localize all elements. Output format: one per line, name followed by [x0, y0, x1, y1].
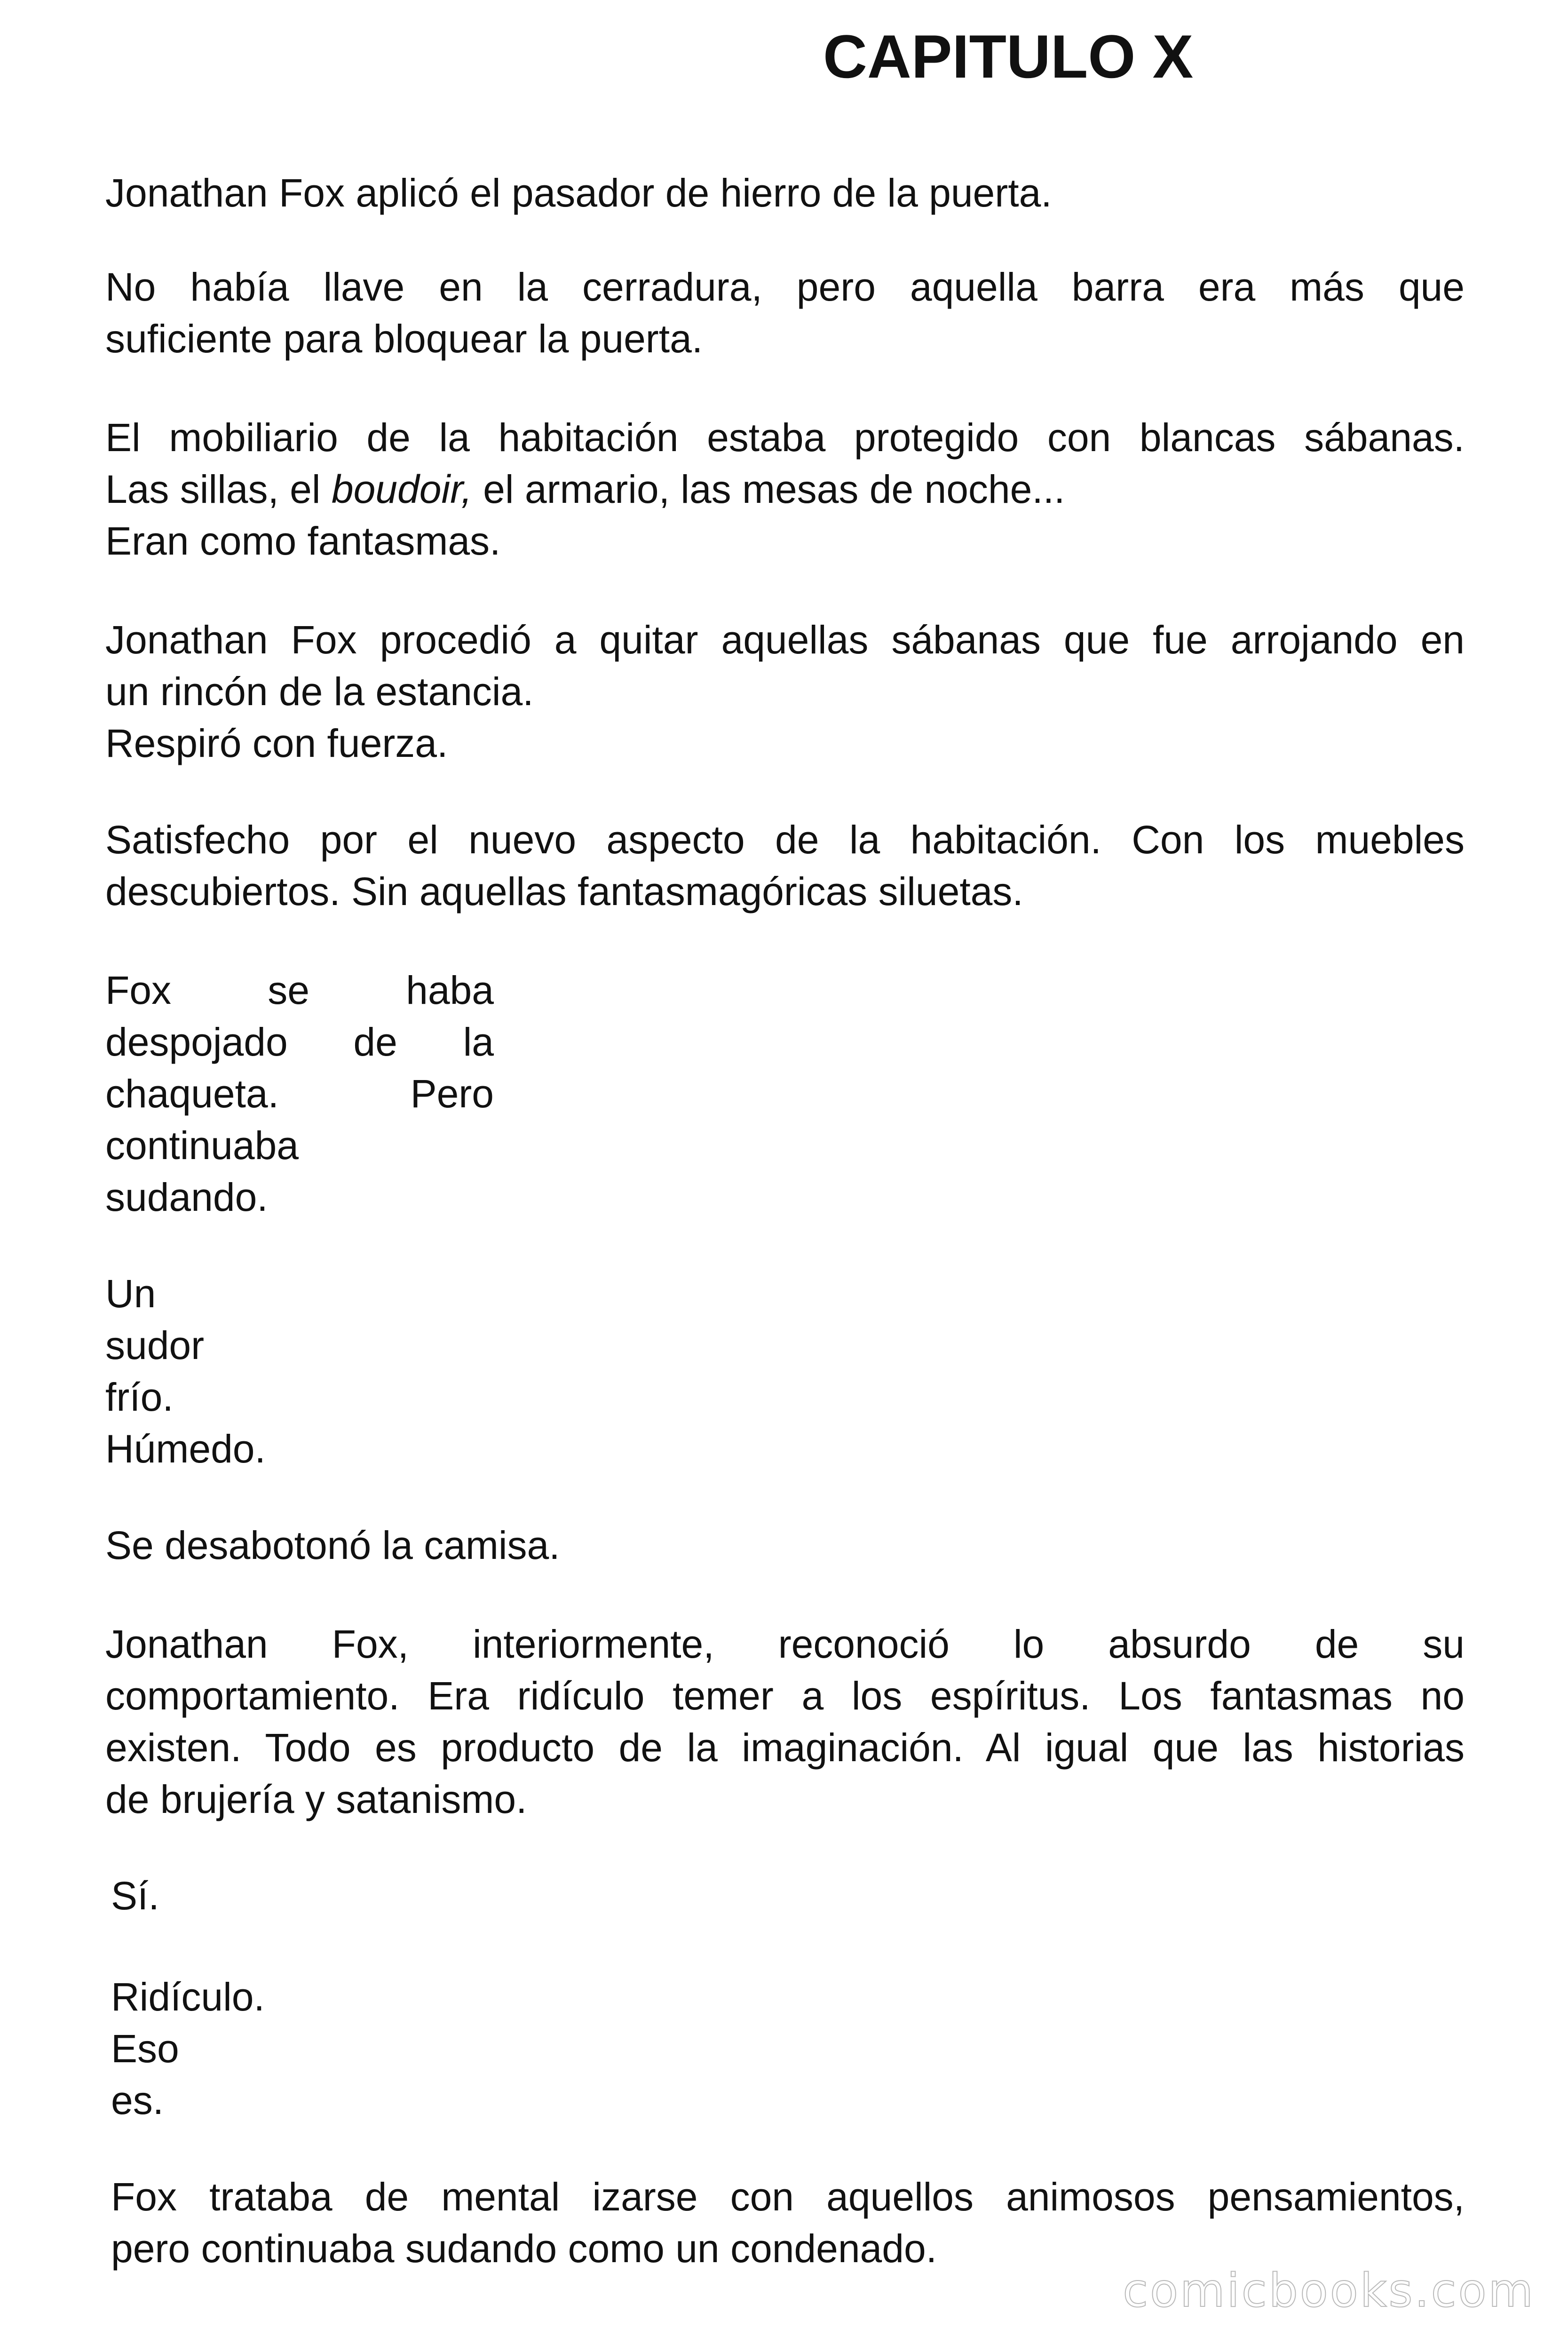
paragraph-6-line-3: chaqueta. Pero: [105, 1072, 494, 1116]
paragraph-6-line-5: sudando.: [105, 1175, 268, 1219]
paragraph-9: [105, 1618, 1465, 1825]
paragraph-6-line-2: despojado de la: [105, 1020, 494, 1064]
paragraph-9-line-1: Jonathan Fox, interiormente, reconoció lo absurdo de su: [105, 1622, 1465, 1666]
paragraph-12-line-1: Fox trataba de mental izarse con aquellos animosos pensamientos,: [111, 2175, 1465, 2219]
paragraph-6-line-4: continuaba: [105, 1123, 299, 1168]
paragraph-4-line-1: Jonathan Fox procedió a quitar aquellas sábanas que fue arrojando en: [105, 618, 1465, 662]
watermark: comicbooks.com: [1123, 2264, 1535, 2318]
paragraph-3-line-3: Eran como fantasmas.: [105, 519, 501, 563]
paragraph-5: [105, 814, 1465, 917]
paragraph-11-line-3: es.: [111, 2078, 164, 2122]
paragraph-2-line-2: suficiente para bloquear la puerta.: [105, 317, 703, 361]
paragraph-12-line-2: pero continuaba sudando como un condenado.: [111, 2226, 937, 2271]
paragraph-11-line-2: Eso: [111, 2026, 179, 2071]
paragraph-4: [105, 614, 1465, 769]
paragraph-12: [111, 2171, 1465, 2274]
paragraph-9-line-3: existen. Todo es producto de la imaginación. Al igual que las historias: [105, 1725, 1465, 1770]
paragraph-4-line-3: Respiró con fuerza.: [105, 721, 448, 765]
paragraph-5-line-2: descubiertos. Sin aquellas fantasmagóricas siluetas.: [105, 869, 1023, 914]
paragraph-7-line-3: frío.: [105, 1375, 174, 1419]
paragraph-2-line-1: No había llave en la cerradura, pero aquella barra era más que: [105, 265, 1465, 309]
paragraph-1: [105, 167, 1465, 219]
paragraph-6: [105, 964, 494, 1223]
paragraph-10-line-1: Sí.: [111, 1874, 159, 1918]
paragraph-7: [105, 1268, 1465, 1475]
paragraph-1-line-1: Jonathan Fox aplicó el pasador de hierro de la puerta.: [105, 171, 1052, 215]
paragraph-9-line-2: comportamiento. Era ridículo temer a los espíritus. Los fantasmas no: [105, 1674, 1465, 1718]
paragraph-3: [105, 412, 1465, 567]
paragraph-7-line-4: Húmedo.: [105, 1427, 266, 1471]
paragraph-7-line-1: Un: [105, 1271, 156, 1316]
paragraph-6-line-1: Fox se haba: [105, 968, 494, 1012]
paragraph-5-line-1: Satisfecho por el nuevo aspecto de la habitación. Con los muebles: [105, 818, 1465, 862]
paragraph-3-line-1: El mobiliario de la habitación estaba protegido con blancas sábanas.: [105, 415, 1465, 460]
paragraph-11: [111, 1971, 1470, 2126]
paragraph-10: [111, 1870, 1470, 1922]
paragraph-2: [105, 261, 1465, 365]
paragraph-3-line-2-post: el armario, las mesas de noche...: [472, 467, 1065, 511]
paragraph-9-line-4: de brujería y satanismo.: [105, 1777, 527, 1821]
paragraph-4-line-2: un rincón de la estancia.: [105, 669, 534, 714]
paragraph-3-line-2: [105, 463, 1465, 515]
paragraph-7-line-2: sudor: [105, 1323, 205, 1367]
paragraph-3-emphasis: boudoir,: [331, 467, 472, 511]
paragraph-8: [105, 1519, 1465, 1571]
paragraph-8-line-1: Se desabotonó la camisa.: [105, 1523, 560, 1567]
paragraph-11-line-1: Ridículo.: [111, 1975, 265, 2019]
paragraph-3-line-2-pre: Las sillas, el: [105, 467, 332, 511]
chapter-title: CAPITULO X: [823, 22, 1194, 91]
